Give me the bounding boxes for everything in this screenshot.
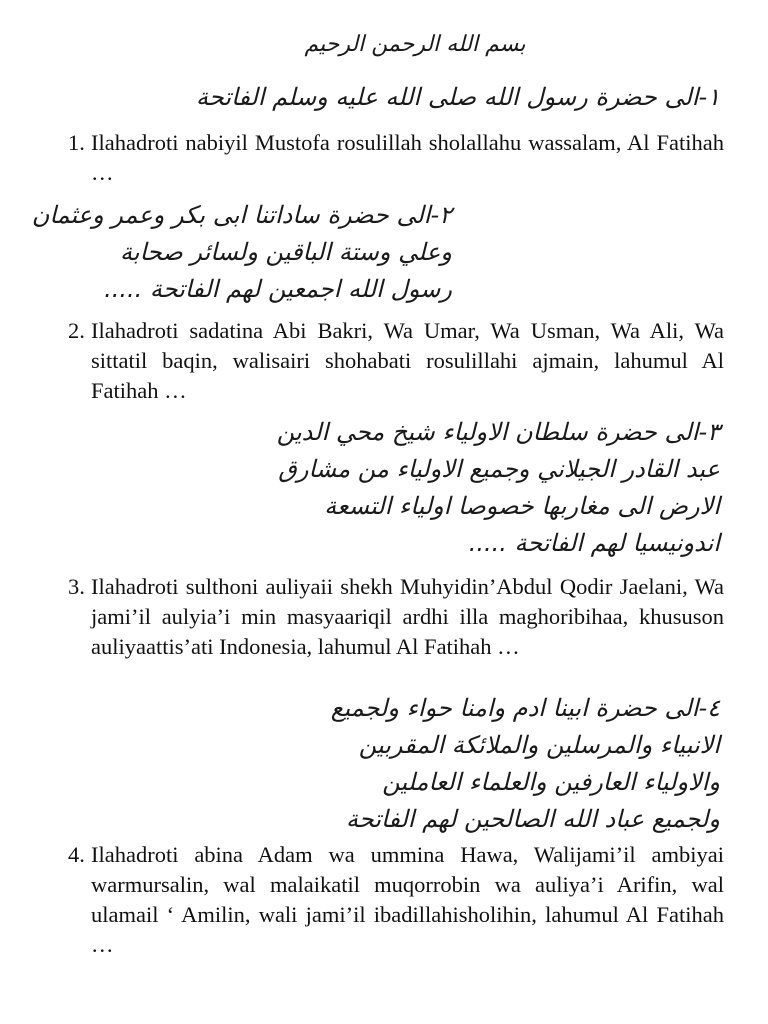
item-number: 3. <box>68 574 85 599</box>
transliteration-item-4 <box>68 840 724 960</box>
arabic-line: عبد القادر الجيلاني وجميع الاولياء من مشارق <box>278 455 720 483</box>
item-text: Ilahadroti sulthoni auliyaii shekh Muhyidin’Abdul Qodir Jaelani, Wa jami’il aulyia’i min masyaariqil ardhi illa maghoribihaa, khususon auliyaattis’ati Indonesia, lahumul Al Fatihah … <box>91 574 724 659</box>
arabic-line: والاولياء العارفين والعلماء العاملين <box>382 768 720 796</box>
arabic-line: الارض الى مغاربها خصوصا اولياء التسعة <box>324 492 720 520</box>
arabic-line: ٢-الى حضرة ساداتنا ابى بكر وعمر وعثمان <box>31 201 452 229</box>
arabic-block-3 <box>92 414 720 562</box>
item-number: 4. <box>68 842 85 867</box>
arabic-line: اندونيسيا لهم الفاتحة ..... <box>468 529 720 557</box>
item-text: Ilahadroti nabiyil Mustofa rosulillah sholallahu wassalam, Al Fatihah … <box>91 130 724 185</box>
arabic-block-1 <box>92 82 720 112</box>
item-text: Ilahadroti sadatina Abi Bakri, Wa Umar, Wa Usman, Wa Ali, Wa sittatil baqin, walisairi shohabati rosulillahi ajmain, lahumul Al Fatihah … <box>91 318 724 403</box>
transliteration-item-3 <box>68 572 724 662</box>
arabic-line: ٤-الى حضرة ابينا ادم وامنا حواء ولجميع <box>330 694 720 722</box>
item-number: 2. <box>68 318 85 343</box>
arabic-block-2 <box>31 197 452 308</box>
transliteration-item-2 <box>68 316 724 406</box>
arabic-line: رسول الله اجمعين لهم الفاتحة ..... <box>104 275 452 303</box>
transliteration-item-1 <box>68 128 724 188</box>
arabic-line: الانبياء والمرسلين والملائكة المقربين <box>358 731 720 759</box>
arabic-line: ٣-الى حضرة سلطان الاولياء شيخ محي الدين <box>276 418 720 446</box>
arabic-block-4 <box>92 690 720 838</box>
arabic-line: ولجميع عباد الله الصالحين لهم الفاتحة <box>345 805 720 833</box>
item-text: Ilahadroti abina Adam wa ummina Hawa, Walijami’il ambiyai warmursalin, wal malaikatil muqorrobin wa auliya’i Arifin, wal ulamail ‘ Amilin, wali jami’il ibadillahisholihin, lahumul Al Fatihah … <box>91 842 724 957</box>
item-number: 1. <box>68 130 85 155</box>
basmala-heading <box>300 30 530 60</box>
arabic-line: وعلي وستة الباقين ولسائر صحابة <box>120 238 452 266</box>
arabic-line: ١-الى حضرة رسول الله صلى الله عليه وسلم الفاتحة <box>196 83 720 111</box>
basmala-text: بسم الله الرحمن الرحيم <box>304 32 526 57</box>
